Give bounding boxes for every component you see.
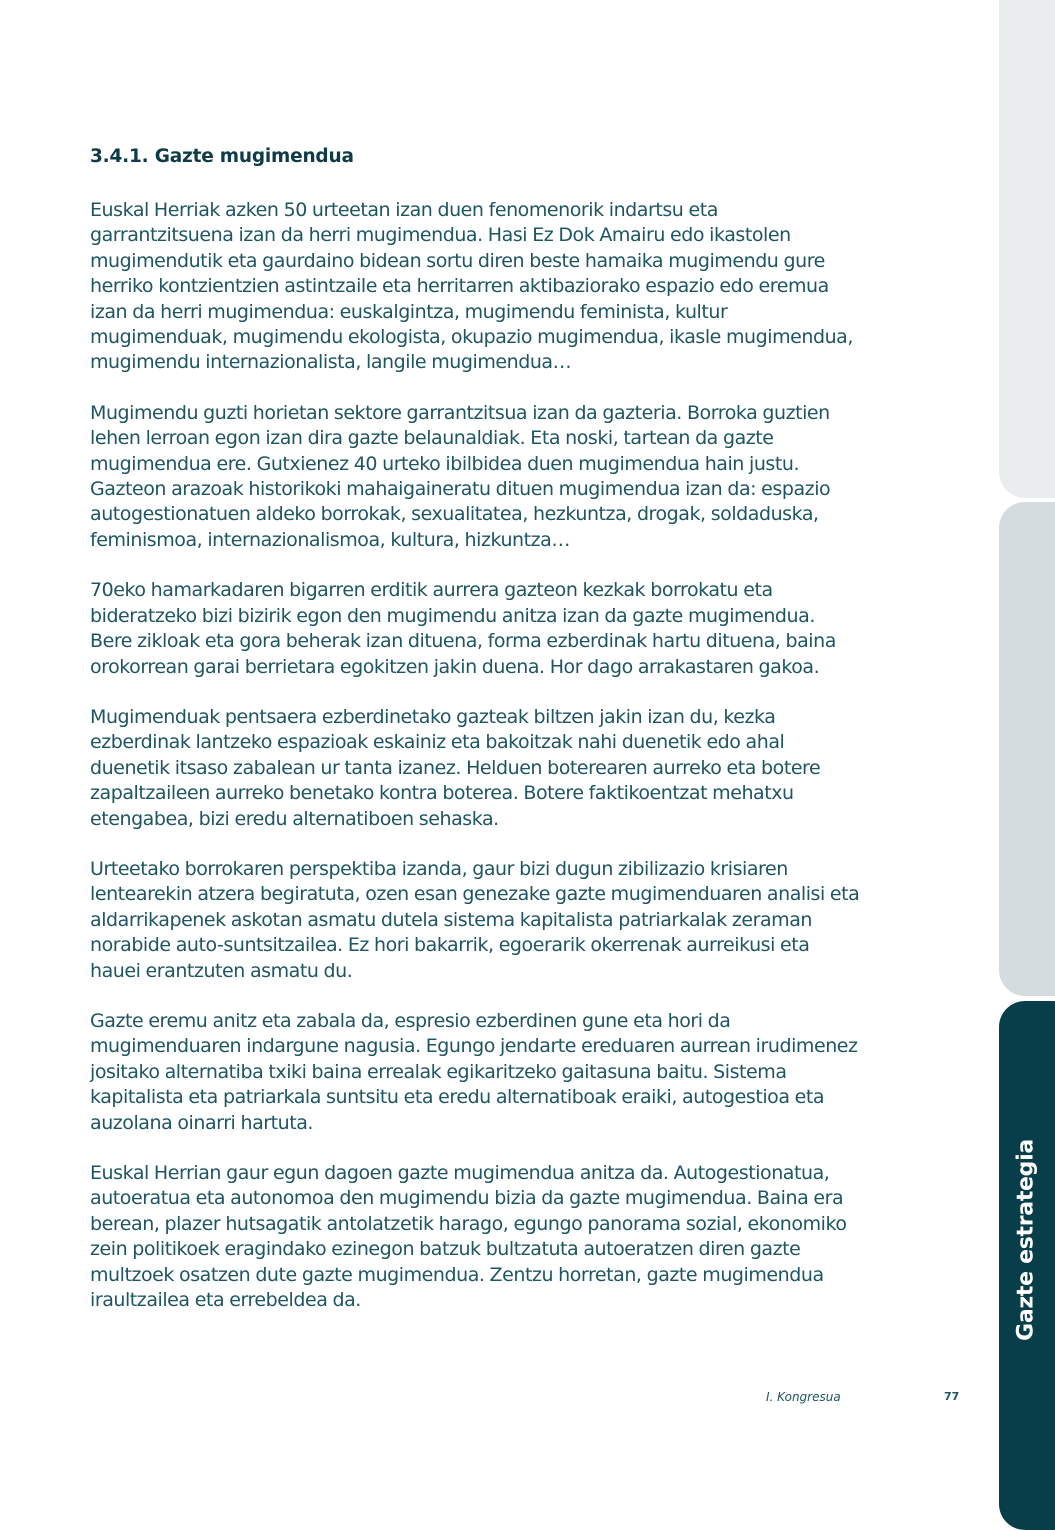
side-tab-1[interactable]	[999, 0, 1055, 498]
paragraph-4: Mugimenduak pentsaera ezberdinetako gazteak biltzen jakin izan du, kezka ezberdinak lantzeko espazioak eskainiz eta bakoitzak nahi duenetik edo ahal duenetik itsaso zabalean ur tanta izanez. Helduen boterearen aurreko eta botere zapaltzaileen aurreko benetako kontra boterea. Botere faktikoentzat mehatxu etengabea, bizi eredu alternatiboen sehaska.	[90, 705, 821, 830]
section-title: 3.4.1. Gazte mugimendua	[90, 146, 354, 167]
paragraph-7: Euskal Herrian gaur egun dagoen gazte mugimendua anitza da. Autogestionatua, autoeratua eta autonomoa den mugimendu bizia da gazte mugimendua. Baina era berean, plazer hutsagatik antolatzetik harago, egungo panorama sozial, ekonomiko zein politikoek eragindako ezinegon batzuk bultzatuta autoeratzen diren gazte multzoek osatzen dute gazte mugimendua. Zentzu horretan, gazte mugimendua iraultzailea eta errebeldea da.	[90, 1162, 847, 1312]
body-text	[90, 198, 862, 1338]
footer-publication: I. Kongresua	[766, 1390, 841, 1404]
paragraph-5: Urteetako borrokaren perspektiba izanda, gaur bizi dugun zibilizazio krisiaren lentearekin atzera begiratuta, ozen esan genezake gazte mugimenduaren analisi eta aldarrikapenek askotan asmatu dutela sistema kapitalista patriarkalak zeraman norabide auto-suntsitzailea. Ez hori bakarrik, egoerarik okerrenak aurreikusi eta hauei erantzuten asmatu du.	[90, 857, 860, 982]
page-number: 77	[944, 1390, 960, 1403]
paragraph-3: 70eko hamarkadaren bigarren erditik aurrera gazteon kezkak borrokatu eta bideratzeko bizi bizirik egon den mugimendu anitza izan da gazte mugimendua. Bere zikloak eta gora beherak izan dituena, forma ezberdinak hartu dituena, baina orokorrean garai berrietara egokitzen jakin duena. Hor dago arrakastaren gakoa.	[90, 579, 836, 678]
side-tab-active-label: Gazte estrategia	[1013, 1139, 1039, 1341]
paragraph-2: Mugimendu guzti horietan sektore garrantzitsua izan da gazteria. Borroka guztien lehen lerroan egon izan dira gazte belaunaldiak. Eta noski, tartean da gazte mugimendua ere. Gutxienez 40 urteko ibilbidea duen mugimendua hain justu. Gazteon arazoak historikoki mahaigaineratu dituen mugimendua izan da: espazio autogestionatuen aldeko borrokak, sexualitatea, hezkuntza, drogak, soldaduska, feminismoa, internazionalismoa, kultura, hizkuntza…	[90, 401, 831, 551]
side-tab-2[interactable]	[999, 502, 1055, 996]
paragraph-1: Euskal Herriak azken 50 urteetan izan duen fenomenorik indartsu eta garrantzitsuena izan da herri mugimendua. Hasi Ez Dok Amairu edo ikastolen mugimendutik eta gaurdaino bidean sortu diren beste hamaika mugimendu gure herriko kontzientzien astintzaile eta herritarren aktibaziorako espazio edo eremua izan da herri mugimendua: euskalgintza, mugimendu feminista, kultur mugimenduak, mugimendu ekologista, okupazio mugimendua, ikasle mugimendua, mugimendu internazionalista, langile mugimendua…	[90, 199, 853, 374]
paragraph-6: Gazte eremu anitz eta zabala da, espresio ezberdinen gune eta hori da mugimenduaren indargune nagusia. Egungo jendarte ereduaren aurrean irudimenez jositako alternatiba txiki baina errealak egikaritzeko gaitasuna baitu. Sistema kapitalista eta patriarkala suntsitu eta eredu alternatiboak eraiki, autogestioa eta auzolana oinarri hartuta.	[90, 1009, 858, 1134]
